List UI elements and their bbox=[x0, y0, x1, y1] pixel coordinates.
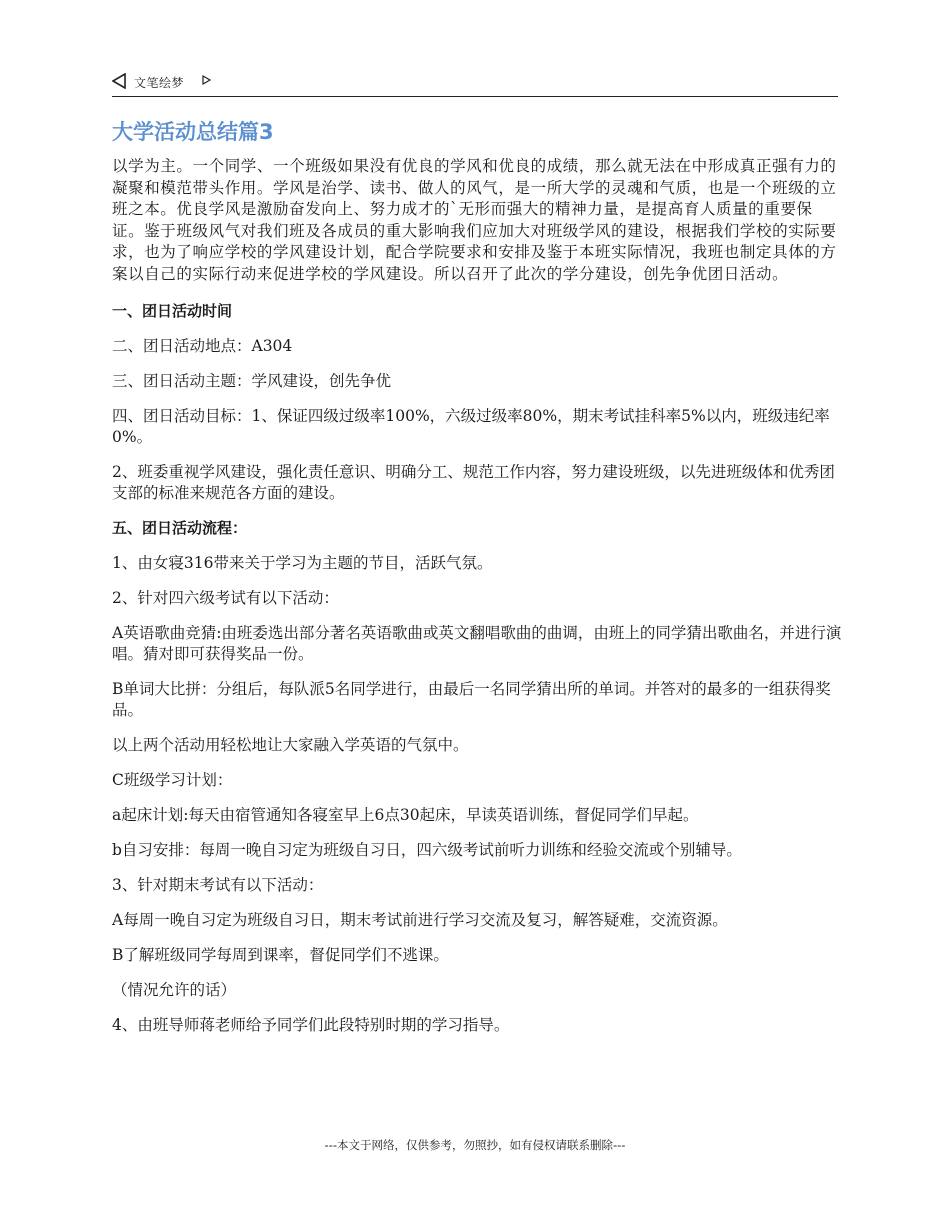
triangle-left-icon bbox=[112, 73, 126, 89]
paragraph-study-plan: C班级学习计划： bbox=[112, 771, 233, 789]
document-title: 大学活动总结篇3 bbox=[112, 120, 274, 144]
paragraph-activity-a: A英语歌曲竞猜:由班委选出部分著名英语歌曲或英文翻唱歌曲的曲调，由班上的同学猜出歌曲名，并进行演唱。猜对即可获得奖品一份。 bbox=[112, 624, 842, 663]
paragraph-step-1: 1、由女寝316带来关于学习为主题的节目，活跃气氛。 bbox=[112, 554, 493, 572]
paragraph-location: 二、团日活动地点：A304 bbox=[112, 337, 293, 355]
paragraph-final-b: B了解班级同学每周到课率，督促同学们不逃课。 bbox=[112, 946, 449, 964]
paragraph-step-2: 2、针对四六级考试有以下活动： bbox=[112, 589, 339, 607]
paragraph-plan-b: b自习安排：每周一晚自习定为班级自习日，四六级考试前听力训练和经验交流或个别辅导。 bbox=[112, 841, 742, 859]
section-heading-time: 一、团日活动时间 bbox=[112, 302, 233, 320]
paragraph-activity-b: B单词大比拼：分组后，每队派5名同学进行，由最后一名同学猜出所的单词。并答对的最多的一组获得奖品。 bbox=[112, 680, 831, 719]
paragraph-activity-summary: 以上两个活动用轻松地让大家融入学英语的气氛中。 bbox=[112, 736, 469, 754]
paragraph-theme: 三、团日活动主题：学风建设，创先争优 bbox=[112, 372, 392, 390]
paragraph-note: （情况允许的话） bbox=[112, 981, 237, 999]
paragraph-plan-a: a起床计划:每天由宿管通知各寝室早上6点30起床，早读英语训练，督促同学们早起。 bbox=[112, 806, 699, 824]
document-body bbox=[112, 156, 842, 1050]
paragraph-final-a: A每周一晚自习定为班级自习日，期末考试前进行学习交流及复习，解答疑难，交流资源。 bbox=[112, 911, 728, 929]
page-header bbox=[112, 70, 838, 97]
paragraph-step-4: 4、由班导师蒋老师给予同学们此段特别时期的学习指导。 bbox=[112, 1016, 510, 1034]
intro-paragraph: 以学为主。一个同学、一个班级如果没有优良的学风和优良的成绩，那么就无法在中形成真正强有力的凝聚和模范带头作用。学风是治学、读书、做人的风气，是一所大学的灵魂和气质，也是一个班级的立班之本。优良学风是激励奋发向上、努力成才的`无形而强大的精神力量，是提高育人质量的重要保证。鉴于班级风气对我们班及各成员的重大影响我们应加大对班级学风的建设，根据我们学校的实际要求，也为了响应学校的学风建设计划，配合学院要求和安排及鉴于本班实际情况，我班也制定具体的方案以自己的实际行动来促进学校的学风建设。所以召开了此次的学分建设，创先争优团日活动。 bbox=[112, 157, 837, 283]
paragraph-goal: 四、团日活动目标：1、保证四级过级率100%，六级过级率80%，期末考试挂科率5%以内，班级违纪率0%。 bbox=[112, 407, 830, 446]
section-heading-process: 五、团日活动流程： bbox=[112, 519, 248, 537]
paragraph-step-3: 3、针对期末考试有以下活动： bbox=[112, 876, 324, 894]
triangle-right-icon bbox=[202, 75, 211, 85]
paragraph-goal-2: 2、班委重视学风建设，强化责任意识、明确分工、规范工作内容，努力建设班级，以先进班级体和优秀团支部的标准来规范各方面的建设。 bbox=[112, 463, 835, 502]
page-footer-disclaimer: ---本文于网络，仅供参考，勿照抄，如有侵权请联系删除--- bbox=[324, 1138, 626, 1152]
brand-name: 文笔绘梦 bbox=[134, 76, 185, 90]
